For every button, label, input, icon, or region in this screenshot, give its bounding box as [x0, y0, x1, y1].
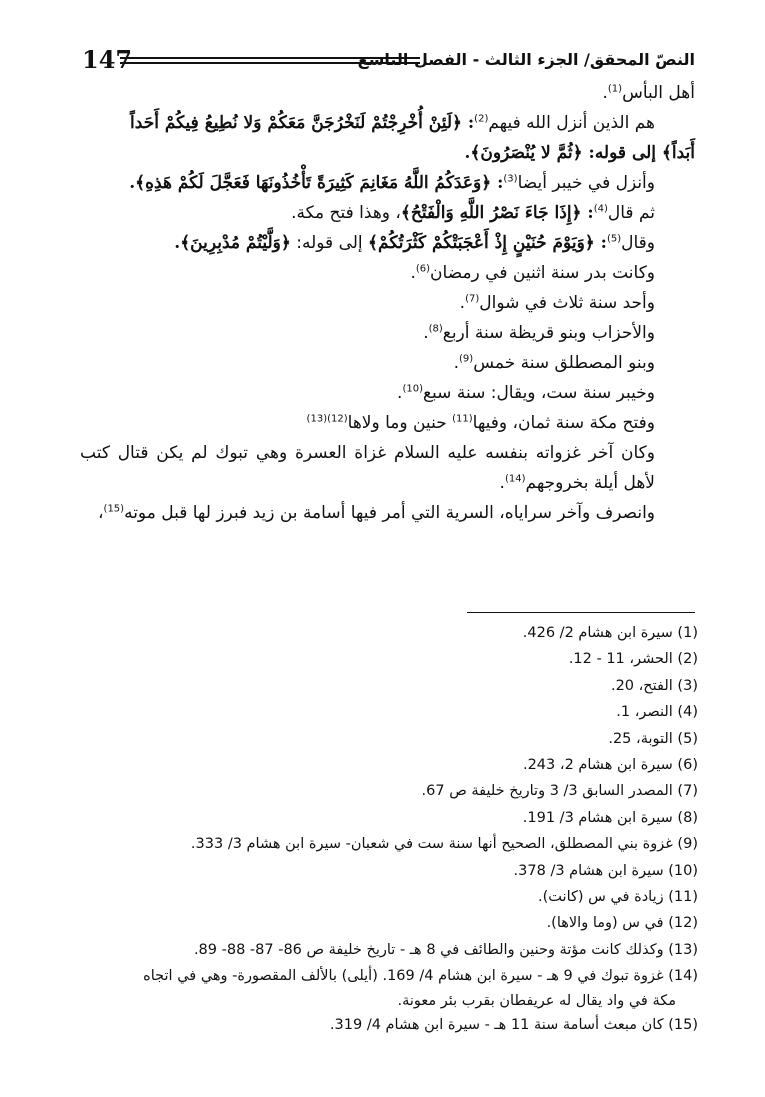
footnote-separator: [467, 612, 695, 613]
text-line: والأحزاب وبنو قريظة سنة أربع$^{(8)}$.: [423, 323, 655, 343]
text-line: وأنزل في خيبر أيضا$^{(3)}$: ﴿وَعَدَكُمُ اللَّهُ مَغَانِمَ كَثِيرَةً تَأْخُذُونَهَا فَعَجَّلَ لَكُمْ هَذِهِ﴾.: [129, 173, 655, 193]
footnote: (3) الفتح، 20.: [610, 677, 698, 694]
quran-verse: : ﴿لَئِنْ أُخْرِجْتُمْ لَنَخْرُجَنَّ مَعَكُمْ وَلا نُطِيعُ فِيكُمْ أَحَداً: [130, 113, 475, 133]
text-line: هم الذين أنزل الله فيهم$^{(2)}$: ﴿لَئِنْ أُخْرِجْتُمْ لَنَخْرُجَنَّ مَعَكُمْ وَلا نُطِيعُ فِيكُمْ أَحَداً: [130, 113, 655, 133]
text-line: وأحد سنة ثلاث في شوال$^{(7)}$.: [459, 293, 655, 313]
quran-verse: : ﴿وَعَدَكُمُ اللَّهُ مَغَانِمَ كَثِيرَةً تَأْخُذُونَهَا فَعَجَّلَ لَكُمْ هَذِهِ﴾.: [129, 173, 504, 193]
footnote: (14) غزوة تبوك في 9 هـ - سيرة ابن هشام 4/ 169. (أيلى) بالألف المقصورة- وهي في اتجاه: [143, 968, 698, 985]
text-line: ثم قال$^{(4)}$: ﴿إِذَا جَاءَ نَصْرُ اللَّهِ وَالْفَتْحُ﴾، وهذا فتح مكة.: [291, 203, 655, 223]
footnote: (8) سيرة ابن هشام 3/ 191.: [522, 809, 698, 826]
running-title: النصّ المحقق/ الجزء الثالث - الفصل التاسع: [357, 50, 695, 69]
text-line: وبنو المصطلق سنة خمس$^{(9)}$.: [453, 353, 655, 373]
footnote: (6) سيرة ابن هشام 2، 243.: [522, 757, 698, 774]
footnote: (4) النصر، 1.: [616, 704, 698, 721]
footnote: (15) كان مبعث أسامة سنة 11 هـ - سيرة ابن هشام 4/ 319.: [329, 1016, 698, 1033]
text-line: وكانت بدر سنة اثنين في رمضان$^{(6)}$.: [410, 263, 655, 283]
main-text: [80, 78, 695, 528]
quran-verse: ﴿وَلَّيْتُمْ مُدْبِرِينَ﴾.: [174, 233, 291, 253]
text-line: أهل البأس$^{(1)}$.: [602, 83, 695, 103]
footnote: (9) غزوة بني المصطلق، الصحيح أنها سنة ست في شعبان- سيرة ابن هشام 3/ 333.: [190, 836, 698, 853]
quran-verse: : ﴿وَيَوْمَ حُنَيْنٍ إِذْ أَعْجَبَتْكُمْ كَثْرَتُكُمْ﴾: [368, 233, 607, 253]
text-line: وقال$^{(5)}$: ﴿وَيَوْمَ حُنَيْنٍ إِذْ أَعْجَبَتْكُمْ كَثْرَتُكُمْ﴾ إلى قوله: ﴿وَلَّيْتُمْ مُدْبِرِينَ﴾.: [174, 233, 655, 253]
footnote: (5) التوبة، 25.: [608, 730, 698, 747]
page-number: 147: [82, 45, 133, 74]
quran-verse: : ﴿إِذَا جَاءَ نَصْرُ اللَّهِ وَالْفَتْحُ﴾: [400, 203, 594, 223]
footnote: (1) سيرة ابن هشام 2/ 426.: [522, 625, 698, 641]
footnote: (11) زيادة في س (كانت).: [538, 889, 698, 906]
footnote: (13) وكذلك كانت مؤتة وحنين والطائف في 8 هـ - تاريخ خليفة ص 86- 87- 88- 89.: [193, 941, 698, 958]
quran-verse: ﴿ثُمَّ لا يُنْصَرُونَ﴾.: [464, 143, 583, 163]
text-line: أَبَداً﴾ إلى قوله: ﴿ثُمَّ لا يُنْصَرُونَ﴾.: [464, 143, 695, 163]
text-paragraph: وكان آخر غزواته بنفسه عليه السلام غزاة العسرة وهي تبوك لم يكن قتال كتب لأهل أيلة بخروجهم$^{(14)}$.: [80, 443, 655, 493]
footnote-continuation: مكة في واد يقال له عريفطان بقرب بئر معونة.: [397, 992, 676, 1009]
text-line: وانصرف وآخر سراياه، السرية التي أمر فيها أسامة بن زيد فبرز لها قبل موته$^{(15)}$،: [98, 503, 655, 523]
footnotes: [80, 620, 698, 1038]
text-line: وفتح مكة سنة ثمان، وفيها$^{(11)}$ حنين وما ولاها$^{(12)(13)}$: [306, 413, 655, 433]
footnote: (12) في س (وما والاها).: [546, 915, 698, 932]
footnote: (2) الحشر، 11 - 12.: [568, 651, 698, 668]
footnote: (7) المصدر السابق 3/ 3 وتاريخ خليفة ص 67.: [421, 783, 698, 800]
footnote: (10) سيرة ابن هشام 3/ 378.: [513, 862, 698, 879]
text-line: وخيبر سنة ست، ويقال: سنة سبع$^{(10)}$.: [397, 383, 655, 403]
